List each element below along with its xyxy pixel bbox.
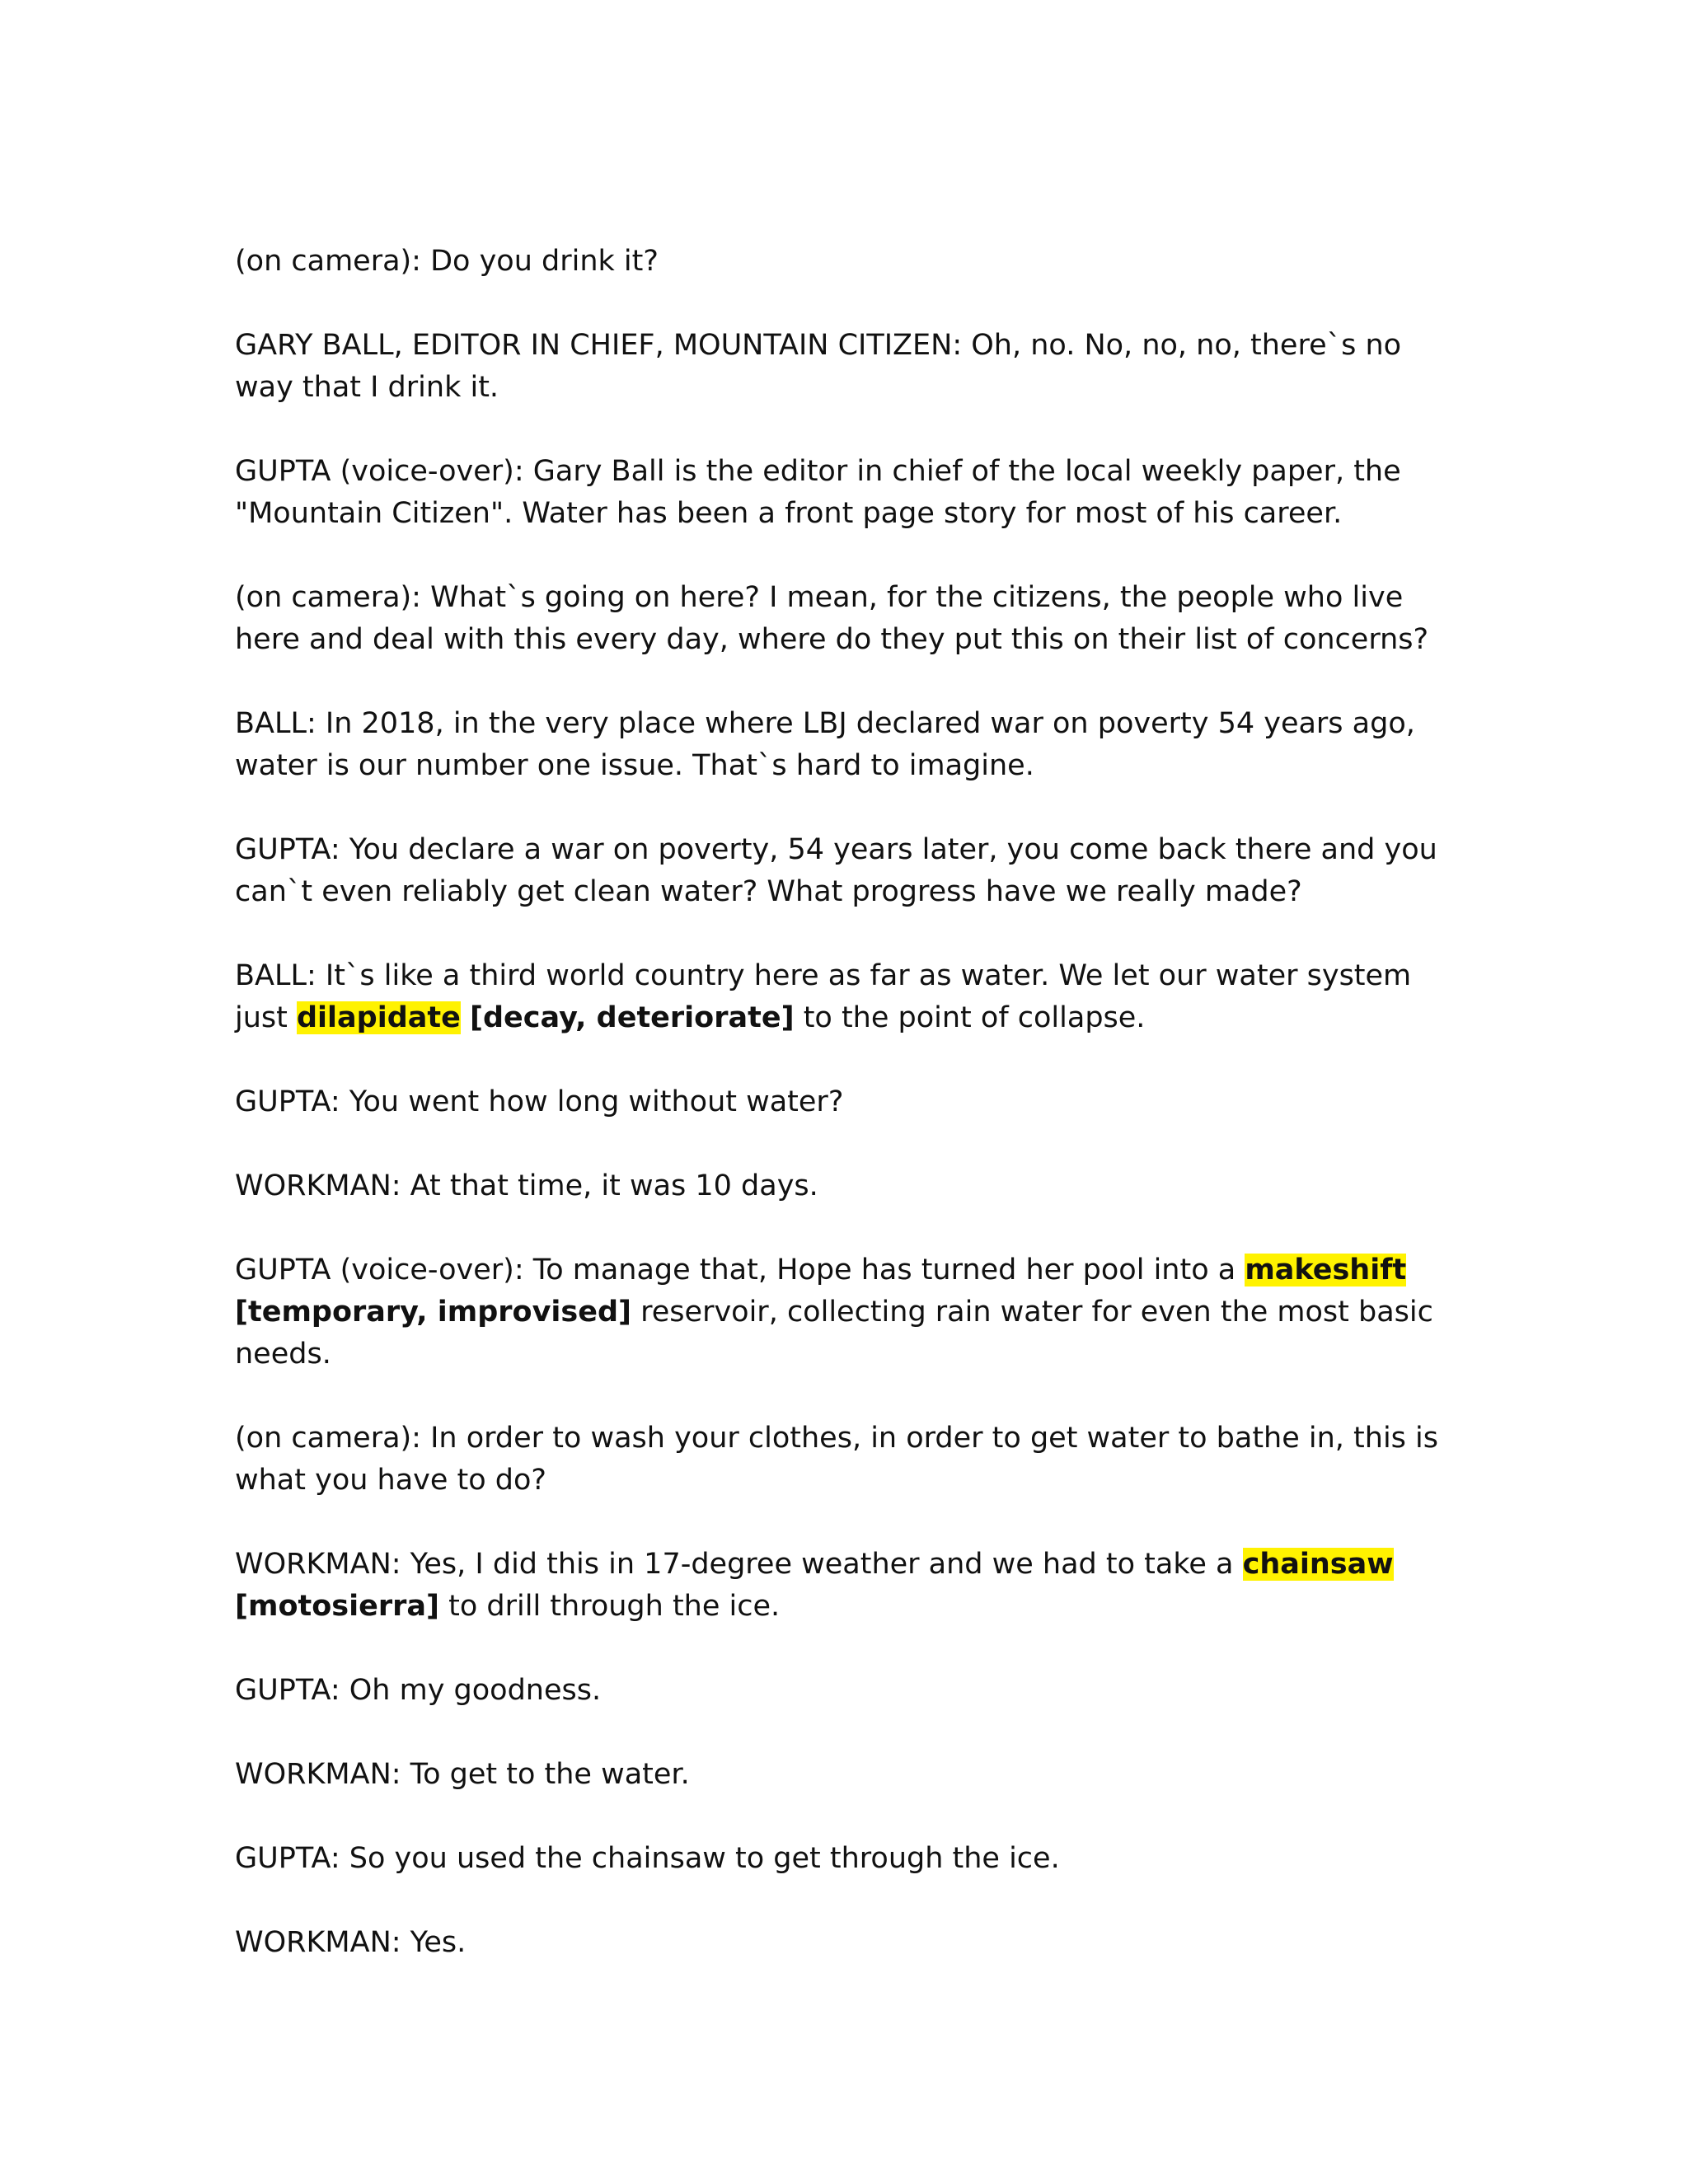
paragraph-text: WORKMAN: Yes, I did this in 17-degree weather and we had to take a <box>235 1548 1243 1581</box>
transcript-paragraph: WORKMAN: At that time, it was 10 days. <box>235 1169 818 1202</box>
transcript-paragraph: GUPTA: You declare a war on poverty, 54 years later, you come back there and you can`t even reliably get clean water? What progress have we really made? <box>235 833 1447 908</box>
transcript-page <box>235 241 1463 2006</box>
transcript-paragraph: GUPTA: You went how long without water? <box>235 1085 844 1118</box>
highlighted-vocab-term: chainsaw <box>1242 1548 1394 1581</box>
vocab-gloss: [decay, deteriorate] <box>470 1001 795 1034</box>
paragraph-text: GUPTA (voice-over): To manage that, Hope has turned her pool into a <box>235 1254 1245 1286</box>
transcript-paragraph: GUPTA: So you used the chainsaw to get through the ice. <box>235 1842 1060 1875</box>
transcript-paragraph: WORKMAN: Yes. <box>235 1926 467 1959</box>
transcript-paragraph: (on camera): What`s going on here? I mean, for the citizens, the people who live here and deal with this every day, where do they put this on their list of concerns? <box>235 581 1429 656</box>
transcript-paragraph: GUPTA (voice-over): Gary Ball is the editor in chief of the local weekly paper, the "Mountain Citizen". Water has been a front page story for most of his career. <box>235 455 1410 530</box>
transcript-paragraph: (on camera): In order to wash your clothes, in order to get water to bathe in, this is what you have to do? <box>235 1422 1448 1497</box>
highlighted-vocab-term: dilapidate <box>297 1001 461 1034</box>
transcript-paragraph: GARY BALL, EDITOR IN CHIEF, MOUNTAIN CITIZEN: Oh, no. No, no, no, there`s no way that I drink it. <box>235 329 1411 404</box>
transcript-paragraph: (on camera): Do you drink it? <box>235 245 659 278</box>
transcript-paragraph <box>235 1544 1463 1628</box>
transcript-paragraph <box>235 1249 1463 1376</box>
paragraph-text: BALL: It`s like a third world country here as far as water. We let our water system just <box>235 959 1421 1034</box>
transcript-paragraph: BALL: In 2018, in the very place where LBJ declared war on poverty 54 years ago, water is our number one issue. That`s hard to imagine. <box>235 707 1425 782</box>
paragraph-text: to drill through the ice. <box>439 1590 781 1623</box>
transcript-paragraph <box>235 955 1463 1039</box>
paragraph-text: to the point of collapse. <box>794 1001 1146 1034</box>
vocab-gloss: [motosierra] <box>235 1590 439 1623</box>
vocab-gloss: [temporary, improvised] <box>235 1296 632 1329</box>
transcript-paragraph: GUPTA: Oh my goodness. <box>235 1674 602 1707</box>
highlighted-vocab-term: makeshift <box>1245 1254 1407 1286</box>
paragraph-text: reservoir, collecting rain water for even the most basic needs. <box>235 1296 1443 1371</box>
transcript-paragraph: WORKMAN: To get to the water. <box>235 1758 690 1791</box>
